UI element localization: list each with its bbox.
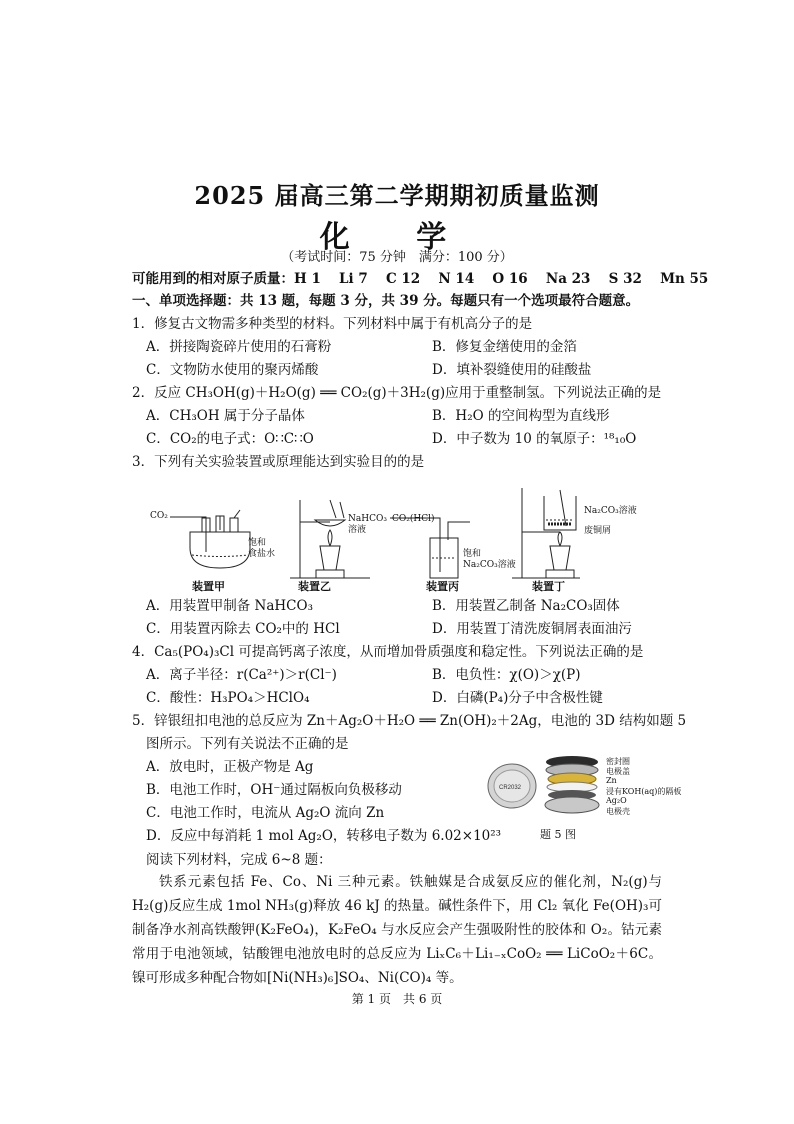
q2-option-d: D．中子数为 10 的氧原子：¹⁸₁₀O (432, 431, 637, 447)
q4-option-d: D．白磷(P₄)分子中含极性键 (432, 690, 603, 706)
apparatus-jia (170, 510, 250, 568)
q2-option-a: A．CH₃OH 属于分子晶体 (146, 408, 305, 424)
q5-option-d: D．反应中每消耗 1 mol Ag₂O，转移电子数为 6.02×10²³ (146, 828, 502, 844)
q1-option-a: A．拼接陶瓷碎片使用的石膏粉 (146, 339, 332, 355)
label-scrap-cu: 废铜屑 (584, 526, 612, 536)
q4-option-b: B．电负性：χ(O)＞χ(P) (432, 667, 581, 683)
q2-stem: 2．反应 CH₃OH(g)＋H₂O(g) ══ CO₂(g)＋3H₂(g)应用于重整制氢。下列说法正确的是 (132, 385, 662, 401)
apparatus-ding (512, 488, 580, 578)
q4-option-a: A．离子半径：r(Ca²⁺)＞r(Cl⁻) (146, 667, 337, 683)
label-co2-hcl: CO₂(HCl) (392, 514, 435, 524)
q3-option-b: B．用装置乙制备 Na₂CO₃固体 (432, 598, 620, 614)
q1-option-c: C．文物防水使用的聚丙烯酸 (146, 362, 319, 378)
layer-label-seal: 密封圈 (606, 757, 630, 766)
apparatus-bing (390, 518, 470, 578)
fig5-caption: 题 5 图 (540, 828, 576, 841)
layer-label-separator: 浸有KOH(aq)的隔板 (606, 787, 682, 796)
q4-option-c: C．酸性：H₃PO₄＞HClO₄ (146, 690, 310, 706)
battery-mark: CR2032 (499, 785, 522, 791)
reading-passage: 铁系元素包括 Fe、Co、Ni 三种元素。铁触媒是合成氨反应的催化剂，N₂(g)与 H₂(g)反应生成 1mol NH₃(g)释放 46 kJ 的热量。碱性条件下，用 Cl₂ 氧化 Fe(OH)₃可制备净水剂高铁酸钾(K₂FeO₄)，K₂FeO₄ 与水反应会产生强吸附性的胶体和 O₂。钴元素常用于电池领域，钴酸锂电池放电时的总反应为 LiₓC₆＋Li₁₋ₓCoO₂ ══ LiCoO₂＋6C。镍可形成多种配合物如[Ni(NH₃)₆]SO₄、Ni(CO)₄ 等。 (132, 874, 662, 986)
q3-stem: 3．下列有关实验装置或原理能达到实验目的的是 (132, 454, 425, 470)
page-footer: 第 1 页 共 6 页 (351, 992, 443, 1006)
caption-yi: 装置乙 (298, 580, 331, 593)
layer-label-cap: 电极盖 (606, 767, 630, 776)
q5-stem-line2: 图所示。下列有关说法不正确的是 (146, 736, 349, 752)
label-co2: CO₂ (150, 511, 168, 521)
label-brine: 饱和 食盐水 (248, 538, 276, 559)
q3-option-c: C．用装置丙除去 CO₂中的 HCl (146, 621, 340, 637)
atomic-masses: 可能用到的相对原子质量：H 1 Li 7 C 12 N 14 O 16 Na 23 S 32 Mn 55 (132, 271, 709, 287)
section-heading: 一、单项选择题：共 13 题，每题 3 分，共 39 分。每题只有一个选项最符合题意。 (132, 293, 640, 309)
label-na2co3-sat: 饱和 Na₂CO₃溶液 (463, 549, 516, 570)
q4-stem: 4．Ca₅(PO₄)₃Cl 可提高钙离子浓度，从而增加骨质强度和稳定性。下列说法正确的是 (132, 644, 644, 660)
label-na2co3-sol: Na₂CO₃溶液 (584, 506, 637, 516)
label-nahco3: NaHCO₃ 溶液 (348, 514, 387, 535)
apparatus-yi (290, 500, 370, 578)
layer-label-ag2o: Ag₂O (606, 796, 627, 805)
q5-option-a: A．放电时，正极产物是 Ag (146, 759, 314, 775)
apparatus-figure (140, 480, 700, 590)
exam-info: （考试时间：75 分钟 满分：100 分） (281, 250, 513, 265)
layer-label-zn: Zn (606, 776, 617, 785)
layer-label-case: 电极壳 (606, 807, 630, 816)
caption-ding: 装置丁 (532, 580, 565, 593)
q3-option-d: D．用装置丁清洗废铜屑表面油污 (432, 621, 632, 637)
battery-figure (486, 752, 606, 822)
q5-option-c: C．电池工作时，电流从 Ag₂O 流向 Zn (146, 805, 385, 821)
exam-title: 2025 届高三第二学期期初质量监测 (194, 181, 600, 210)
q1-option-d: D．填补裂缝使用的硅酸盐 (432, 362, 592, 378)
q3-option-a: A．用装置甲制备 NaHCO₃ (146, 598, 313, 614)
q5-option-b: B．电池工作时，OH⁻通过隔板向负极移动 (146, 782, 402, 798)
q2-option-b: B．H₂O 的空间构型为直线形 (432, 408, 610, 424)
q1-option-b: B．修复金缮使用的金箔 (432, 339, 577, 355)
subject-title: 化 学 (319, 220, 475, 255)
q1-stem: 1．修复古文物需多种类型的材料。下列材料中属于有机高分子的是 (132, 316, 533, 332)
q2-option-c: C．CO₂的电子式：O∷C∷O (146, 431, 314, 447)
caption-bing: 装置丙 (426, 580, 459, 593)
caption-jia: 装置甲 (192, 580, 225, 593)
q5-stem-line1: 5．锌银纽扣电池的总反应为 Zn＋Ag₂O＋H₂O ══ Zn(OH)₂＋2Ag，电池的 3D 结构如题 5 (132, 713, 687, 729)
reading-intro: 阅读下列材料，完成 6~8 题： (146, 852, 332, 868)
